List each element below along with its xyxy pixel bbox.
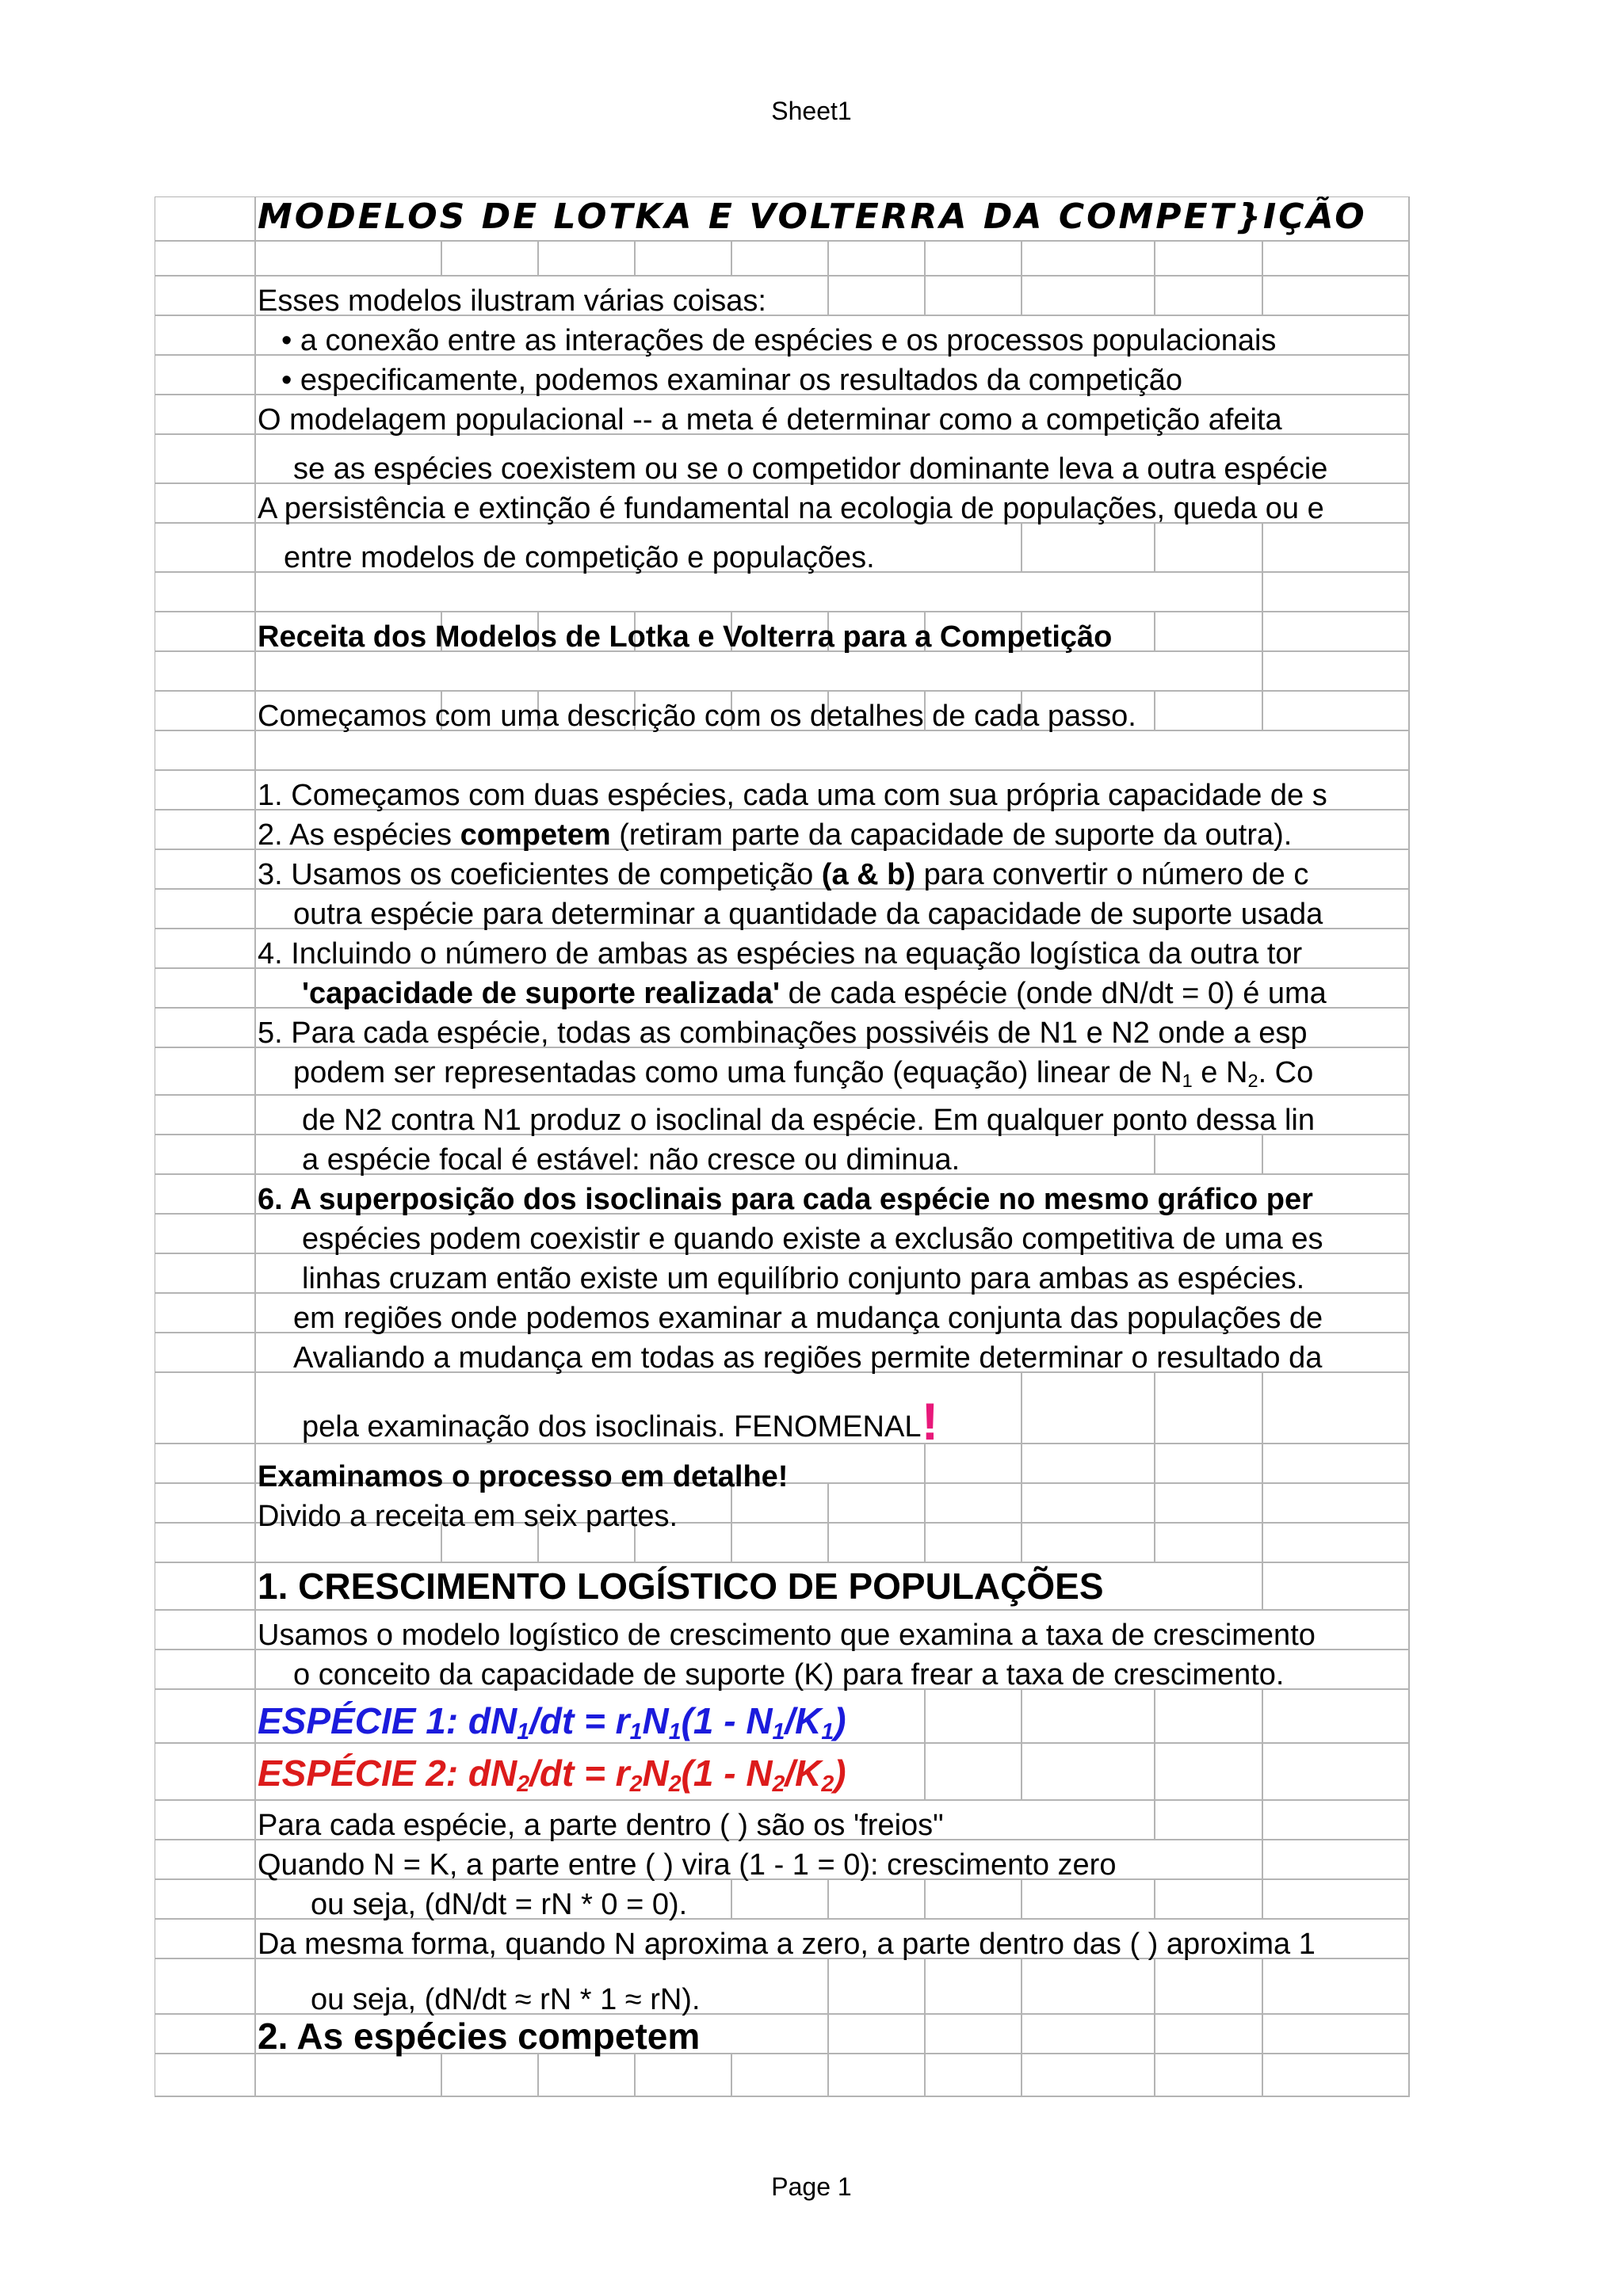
intro-bullet: • especificamente, podemos examinar os resultados da competição [281,364,1183,397]
page-footer: Page 1 [771,2172,852,2201]
step-line: 2. As espécies competem (retiram parte da capacidade de suporte da outra). [258,818,1293,852]
step-line: 3. Usamos os coeficientes de competição (a & b) para convertir o número de c [258,858,1309,891]
step-line: 4. Incluindo o número de ambas as espécies na equação logística da outra tor [258,937,1303,971]
step-line: 'capacidade de suporte realizada' de cada espécie (onde dN/dt = 0) é uma [302,977,1327,1010]
step-line: em regiões onde podemos examinar a mudança conjunta das populações de [293,1302,1323,1335]
section-1-line: Quando N = K, a parte entre ( ) vira (1 - 1 = 0): crescimento zero [258,1848,1117,1882]
recipe-intro: Começamos com uma descrição com os detalhes de cada passo. [258,700,1136,733]
equation-species-2: ESPÉCIE 2: $dN_2/dt = r_2N_2(1 - N_2/K_2)$ [258,1753,846,1798]
step-line: linhas cruzam então existe um equilíbrio conjunto para ambas as espécies. [302,1262,1305,1295]
detail-line: Examinamos o processo em detalhe! [258,1460,789,1493]
detail-line: Divido a receita em seix partes. [258,1500,678,1533]
intro-line: O modelagem populacional -- a meta é determinar como a competição afeita [258,403,1282,437]
step-line: Avaliando a mudança em todas as regiões permite determinar o resultado da [293,1341,1323,1375]
intro-line: A persistência e extinção é fundamental na ecologia de populações, queda ou e [258,492,1324,525]
page-header: Sheet1 [771,97,852,125]
intro-bullet: • a conexão entre as interações de espécies e os processos populacionais [281,324,1277,357]
section-1-line: Para cada espécie, a parte dentro ( ) são os 'freios" [258,1809,944,1842]
exclamation-mark: ! [921,1392,939,1451]
step-line: de N2 contra N1 produz o isoclinal da espécie. Em qualquer ponto dessa lin [302,1104,1315,1137]
step-line: pela examinação dos isoclinais. FENOMENAL! [302,1392,939,1451]
intro-line: Esses modelos ilustram várias coisas: [258,284,766,318]
document-title: MODELOS DE LOTKA E VOLTERRA DA COMPET}IÇÃO [258,196,1367,237]
section-1-line: Usamos o modelo logístico de crescimento que examina a taxa de crescimento [258,1619,1316,1652]
section-1-line: ou seja, (dN/dt = rN * 0 = 0). [311,1888,688,1921]
recipe-heading: Receita dos Modelos de Lotka e Volterra para a Competição [258,620,1113,654]
step-line: 5. Para cada espécie, todas as combinações possivéis de N1 e N2 onde a esp [258,1016,1308,1050]
section-1-line: o conceito da capacidade de suporte (K) para frear a taxa de crescimento. [293,1658,1285,1691]
spreadsheet-page [155,196,1410,2097]
step-line: podem ser representadas como uma função (equação) linear de $N_1$ e $N_2$. Co [293,1056,1314,1091]
section-1-line: ou seja, (dN/dt ≈ rN * 1 ≈ rN). [311,1983,701,2016]
step-line: 6. A superposição dos isoclinais para cada espécie no mesmo gráfico per [258,1183,1313,1216]
section-2-heading: 2. As espécies competem [258,2016,701,2057]
step-line: outra espécie para determinar a quantidade da capacidade de suporte usada [293,898,1323,931]
intro-line: entre modelos de competição e populações. [284,541,875,574]
step-line: a espécie focal é estável: não cresce ou diminua. [302,1143,960,1177]
section-1-heading: 1. CRESCIMENTO LOGÍSTICO DE POPULAÇÕES [258,1566,1104,1607]
step-line: 1. Começamos com duas espécies, cada uma com sua própria capacidade de s [258,779,1327,812]
equation-species-1: ESPÉCIE 1: $dN_1/dt = r_1N_1(1 - N_1/K_1)$ [258,1700,846,1745]
step-line: espécies podem coexistir e quando existe a exclusão competitiva de uma es [302,1222,1323,1256]
intro-line: se as espécies coexistem ou se o competidor dominante leva a outra espécie [293,452,1328,486]
section-1-line: Da mesma forma, quando N aproxima a zero, a parte dentro das ( ) aproxima 1 [258,1928,1316,1961]
